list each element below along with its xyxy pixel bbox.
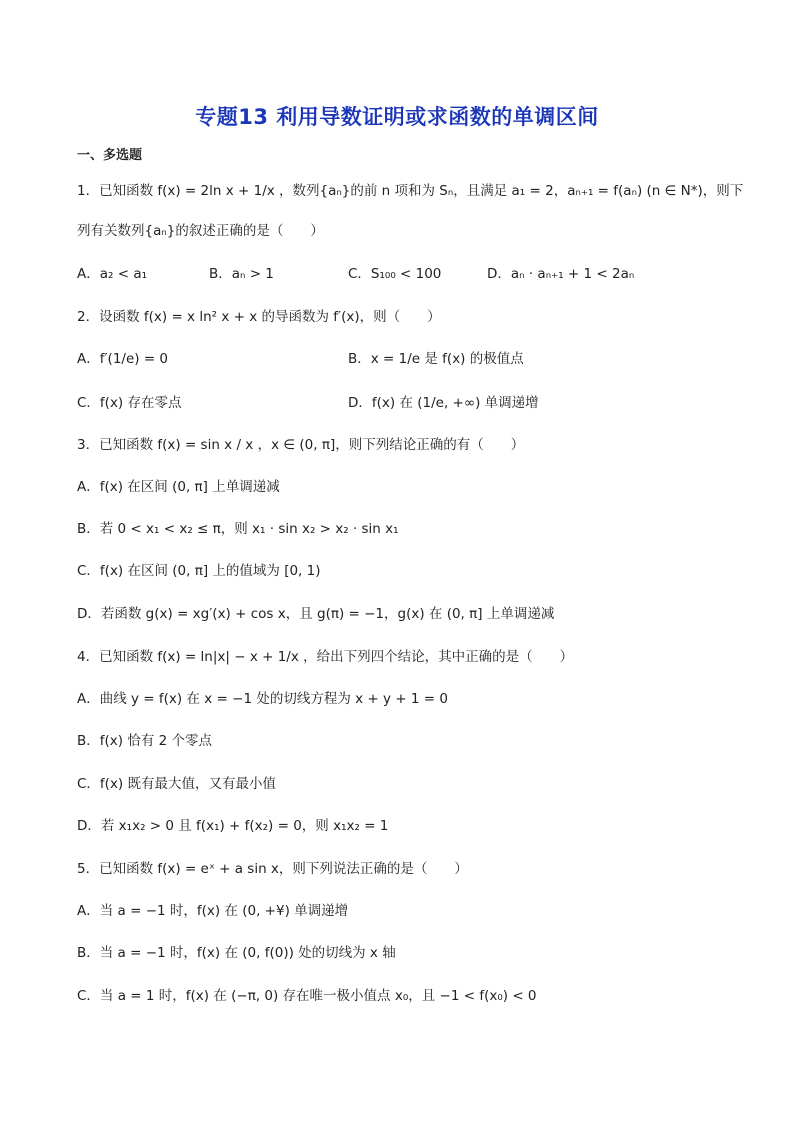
question-4-option-d: D．若 x₁x₂ > 0 且 f(x₁) + f(x₂) = 0，则 x₁x₂ = 1	[77, 818, 389, 834]
question-4-stem: 4．已知函数 f(x) = ln|x| − x + 1/x ，给出下列四个结论，其中正确的是（ ）	[77, 649, 574, 665]
page-title: 专题13 利用导数证明或求函数的单调区间	[195, 105, 599, 129]
question-1-option-c: C．S₁₀₀ < 100	[348, 266, 442, 282]
section-heading: 一、多选题	[77, 148, 143, 163]
question-2-stem: 2．设函数 f(x) = x ln² x + x 的导函数为 f′(x)，则（ ）	[77, 309, 441, 325]
question-1-option-a: A．a₂ < a₁	[77, 266, 147, 282]
question-2-option-b: B．x = 1/e 是 f(x) 的极值点	[348, 351, 524, 367]
question-3-option-c: C．f(x) 在区间 (0, π] 上的值域为 [0, 1)	[77, 563, 321, 579]
question-4-option-b: B．f(x) 恰有 2 个零点	[77, 733, 212, 749]
question-1-option-d: D．aₙ · aₙ₊₁ + 1 < 2aₙ	[487, 266, 635, 282]
question-1-stem: 1．已知函数 f(x) = 2ln x + 1/x ，数列{aₙ}的前 n 项和为 Sₙ，且满足 a₁ = 2，aₙ₊₁ = f(aₙ) (n ∈ N*)，则下	[77, 183, 744, 199]
question-4-option-c: C．f(x) 既有最大值，又有最小值	[77, 776, 276, 792]
question-3-option-b: B．若 0 < x₁ < x₂ ≤ π，则 x₁ · sin x₂ > x₂ · sin x₁	[77, 521, 399, 537]
question-3-stem: 3．已知函数 f(x) = sin x / x ，x ∈ (0, π]，则下列结论正确的有（ ）	[77, 437, 525, 453]
question-2-option-c: C．f(x) 存在零点	[77, 395, 182, 411]
question-1-option-b: B．aₙ > 1	[209, 266, 274, 282]
question-5-option-c: C．当 a = 1 时，f(x) 在 (−π, 0) 存在唯一极小值点 x₀，且 −1 < f(x₀) < 0	[77, 988, 537, 1004]
question-3-option-a: A．f(x) 在区间 (0, π] 上单调递减	[77, 479, 280, 495]
question-5-option-b: B．当 a = −1 时，f(x) 在 (0, f(0)) 处的切线为 x 轴	[77, 945, 396, 961]
question-5-option-a: A．当 a = −1 时，f(x) 在 (0, +¥) 单调递增	[77, 903, 349, 919]
question-2-option-d: D．f(x) 在 (1/e, +∞) 单调递增	[348, 395, 539, 411]
question-3-option-d: D．若函数 g(x) = xg′(x) + cos x，且 g(π) = −1，g(x) 在 (0, π] 上单调递减	[77, 606, 555, 622]
question-4-option-a: A．曲线 y = f(x) 在 x = −1 处的切线方程为 x + y + 1 = 0	[77, 691, 448, 707]
question-1-stem-continued: 列有关数列{aₙ}的叙述正确的是（ ）	[77, 223, 324, 239]
question-5-stem: 5．已知函数 f(x) = eˣ + a sin x，则下列说法正确的是（ ）	[77, 861, 468, 877]
question-2-option-a: A．f′(1/e) = 0	[77, 351, 169, 367]
